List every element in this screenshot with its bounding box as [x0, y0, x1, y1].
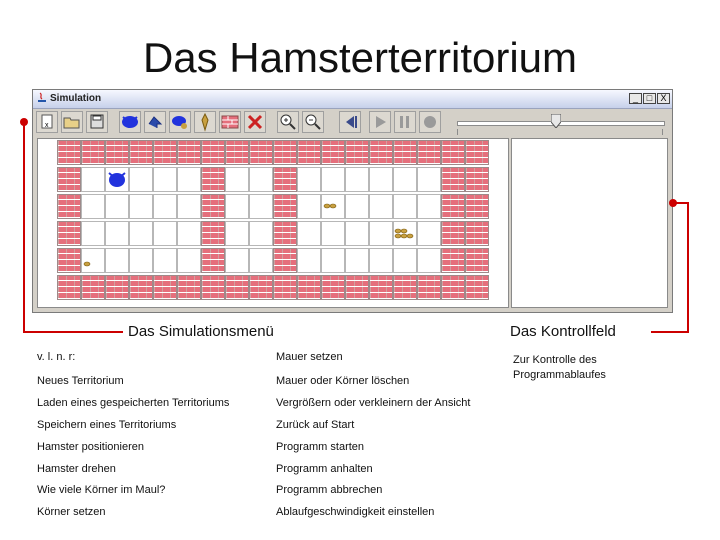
wall-cell[interactable] [441, 167, 465, 192]
wall-cell[interactable] [81, 140, 105, 165]
territory-cell[interactable] [297, 194, 321, 219]
wall-cell[interactable] [105, 275, 129, 300]
wall-cell[interactable] [441, 194, 465, 219]
wall-cell[interactable] [81, 275, 105, 300]
territory-cell[interactable] [129, 248, 153, 273]
territory-cell[interactable] [417, 167, 441, 192]
wall-cell[interactable] [153, 275, 177, 300]
territory-cell[interactable] [81, 194, 105, 219]
territory-cell[interactable] [297, 248, 321, 273]
territory-cell[interactable] [297, 167, 321, 192]
wall-cell[interactable] [201, 140, 225, 165]
legend-right-item: Ablaufgeschwindigkeit einstellen [276, 506, 435, 518]
save-icon [87, 112, 107, 132]
territory-cell[interactable] [225, 248, 249, 273]
menu-connector-horizontal [23, 331, 123, 333]
territory-cell[interactable] [177, 221, 201, 246]
wall-cell[interactable] [273, 167, 297, 192]
pause-button[interactable] [394, 111, 416, 133]
wall-cell[interactable] [57, 221, 81, 246]
legend-right-item: Vergrößern oder verkleinern der Ansicht [276, 397, 471, 409]
territory-cell[interactable] [321, 221, 345, 246]
wall-cell[interactable] [297, 275, 321, 300]
legend-right-item: Zurück auf Start [276, 419, 355, 431]
wall-cell[interactable] [321, 275, 345, 300]
control-description-line1: Zur Kontrolle des [513, 354, 597, 366]
territory-cell[interactable] [81, 221, 105, 246]
territory-cell[interactable] [249, 194, 273, 219]
legend-left-item: Speichern eines Territoriums [37, 419, 177, 431]
wall-cell[interactable] [417, 140, 441, 165]
wall-cell[interactable] [57, 248, 81, 273]
legend-left-item: Hamster drehen [37, 463, 116, 475]
grain-icon [393, 221, 417, 246]
menu-connector-dot [20, 118, 28, 126]
wall-cell[interactable] [177, 275, 201, 300]
wall-cell[interactable] [273, 140, 297, 165]
territory-cell[interactable] [153, 167, 177, 192]
zoom-out-button[interactable] [302, 111, 324, 133]
delete-button[interactable] [244, 111, 266, 133]
menu-connector-vertical [23, 122, 25, 332]
delete-icon [245, 112, 265, 132]
new-territory-button[interactable] [36, 111, 58, 133]
territory-cell[interactable] [417, 248, 441, 273]
territory-cell[interactable] [225, 221, 249, 246]
territory-cell[interactable] [369, 167, 393, 192]
control-description-line2: Programmablaufes [513, 369, 606, 381]
wall-cell[interactable] [393, 275, 417, 300]
territory-cell[interactable] [129, 194, 153, 219]
territory-grid[interactable] [57, 140, 491, 302]
territory-cell[interactable] [177, 167, 201, 192]
wall-cell[interactable] [177, 140, 201, 165]
wall-cell[interactable] [297, 140, 321, 165]
zoom-out-icon [303, 112, 323, 132]
legend-right-item: Programm anhalten [276, 463, 373, 475]
territory-cell[interactable] [177, 248, 201, 273]
wall-icon [220, 112, 240, 132]
wall-cell[interactable] [273, 275, 297, 300]
territory-cell[interactable] [369, 248, 393, 273]
territory-cell[interactable] [417, 221, 441, 246]
wall-cell[interactable] [57, 194, 81, 219]
wall-cell[interactable] [57, 140, 81, 165]
pause-icon [395, 112, 415, 132]
wall-cell[interactable] [465, 275, 489, 300]
territory-cell[interactable] [297, 221, 321, 246]
minimize-button[interactable]: _ [629, 93, 642, 104]
territory-cell[interactable] [369, 221, 393, 246]
territory-cell[interactable] [393, 248, 417, 273]
territory-cell[interactable] [321, 248, 345, 273]
territory-cell[interactable] [129, 221, 153, 246]
territory-cell[interactable] [345, 248, 369, 273]
window-title: Simulation [50, 93, 102, 104]
territory-cell[interactable] [225, 194, 249, 219]
legend-left-item: Laden eines gespeicherten Territoriums [37, 397, 230, 409]
zoom-in-button[interactable] [277, 111, 299, 133]
territory-cell[interactable] [417, 194, 441, 219]
simulation-menu-label: Das Simulationsmenü [128, 323, 274, 340]
wall-cell[interactable] [345, 275, 369, 300]
wall-cell[interactable] [417, 275, 441, 300]
territory-cell[interactable] [153, 194, 177, 219]
territory-cell[interactable] [249, 167, 273, 192]
wall-cell[interactable] [153, 140, 177, 165]
legend-left-item: Körner setzen [37, 506, 106, 518]
wall-cell[interactable] [369, 275, 393, 300]
wall-cell[interactable] [345, 140, 369, 165]
territory-cell[interactable] [129, 167, 153, 192]
wall-cell[interactable] [465, 248, 489, 273]
new-territory-icon [37, 112, 57, 132]
toolbar [33, 109, 672, 137]
stop-icon [420, 112, 440, 132]
control-panel-label: Das Kontrollfeld [510, 323, 616, 340]
close-button[interactable]: X [657, 93, 670, 104]
grain-count-button[interactable] [169, 111, 191, 133]
open-button[interactable] [61, 111, 83, 133]
wall-cell[interactable] [249, 275, 273, 300]
wall-cell[interactable] [369, 140, 393, 165]
control-connector-horizontal [651, 331, 689, 333]
territory-cell[interactable] [105, 221, 129, 246]
wall-cell[interactable] [441, 275, 465, 300]
hamster-button[interactable] [119, 111, 141, 133]
place-grain-button[interactable] [194, 111, 216, 133]
territory-cell[interactable] [345, 194, 369, 219]
rotate-button[interactable] [144, 111, 166, 133]
play-icon [370, 112, 390, 132]
wall-cell[interactable] [441, 248, 465, 273]
wall-cell[interactable] [321, 140, 345, 165]
wall-cell[interactable] [129, 275, 153, 300]
wall-cell[interactable] [57, 275, 81, 300]
wall-cell[interactable] [201, 221, 225, 246]
svg-text:x: x [45, 122, 49, 129]
wall-cell[interactable] [465, 221, 489, 246]
stop-button[interactable] [419, 111, 441, 133]
legend-left-item: v. l. n. r: [37, 351, 76, 363]
territory-cell[interactable] [81, 167, 105, 192]
territory-cell[interactable] [105, 248, 129, 273]
territory-cell[interactable] [369, 194, 393, 219]
wall-cell[interactable] [465, 167, 489, 192]
wall-cell[interactable] [441, 221, 465, 246]
territory-cell[interactable] [177, 194, 201, 219]
wall-cell[interactable] [225, 140, 249, 165]
control-panel [511, 138, 668, 308]
control-connector-dot [669, 199, 677, 207]
grain-icon [321, 194, 345, 219]
rotate-arrow-icon [145, 112, 165, 132]
place-wall-button[interactable] [219, 111, 241, 133]
speed-slider-ticks [457, 129, 663, 135]
hamster-icon [120, 112, 140, 132]
reset-button[interactable] [339, 111, 361, 133]
territory-cell[interactable] [249, 221, 273, 246]
title-bar[interactable] [33, 90, 672, 109]
grain-count-icon [170, 112, 190, 132]
grain-icon [195, 112, 215, 132]
save-button[interactable] [86, 111, 108, 133]
legend-left-item: Hamster positionieren [37, 441, 144, 453]
territory-cell[interactable] [225, 167, 249, 192]
step-back-icon [340, 112, 360, 132]
wall-cell[interactable] [201, 248, 225, 273]
open-folder-icon [62, 112, 82, 132]
wall-cell[interactable] [105, 140, 129, 165]
territory-cell[interactable] [393, 167, 417, 192]
legend-right-item: Programm abbrechen [276, 484, 383, 496]
hamster-icon[interactable] [107, 169, 127, 191]
territory-cell[interactable] [153, 221, 177, 246]
play-button[interactable] [369, 111, 391, 133]
wall-cell[interactable] [249, 140, 273, 165]
wall-cell[interactable] [441, 140, 465, 165]
legend-right-item: Mauer oder Körner löschen [276, 375, 410, 387]
speed-slider-track[interactable] [457, 121, 665, 126]
wall-cell[interactable] [201, 194, 225, 219]
zoom-in-icon [278, 112, 298, 132]
legend-right-item: Mauer setzen [276, 351, 343, 363]
territory-cell[interactable] [105, 194, 129, 219]
maximize-button[interactable]: □ [643, 93, 656, 104]
wall-cell[interactable] [201, 167, 225, 192]
territory-cell[interactable] [321, 167, 345, 192]
wall-cell[interactable] [273, 221, 297, 246]
slide-title: Das Hamsterterritorium [142, 34, 578, 81]
territory-cell[interactable] [345, 221, 369, 246]
speed-slider-thumb[interactable] [551, 114, 561, 128]
wall-cell[interactable] [393, 140, 417, 165]
wall-cell[interactable] [57, 167, 81, 192]
wall-cell[interactable] [465, 140, 489, 165]
java-icon [37, 92, 47, 104]
legend-left-item: Neues Territorium [37, 375, 124, 387]
wall-cell[interactable] [273, 248, 297, 273]
grain-icon [81, 248, 105, 273]
legend-left-item: Wie viele Körner im Maul? [37, 484, 166, 496]
wall-cell[interactable] [465, 194, 489, 219]
wall-cell[interactable] [225, 275, 249, 300]
wall-cell[interactable] [129, 140, 153, 165]
wall-cell[interactable] [201, 275, 225, 300]
territory-cell[interactable] [249, 248, 273, 273]
territory-cell[interactable] [153, 248, 177, 273]
territory-cell[interactable] [345, 167, 369, 192]
legend-right-item: Programm starten [276, 441, 365, 453]
wall-cell[interactable] [273, 194, 297, 219]
control-connector-vertical [687, 202, 689, 332]
territory-cell[interactable] [393, 194, 417, 219]
